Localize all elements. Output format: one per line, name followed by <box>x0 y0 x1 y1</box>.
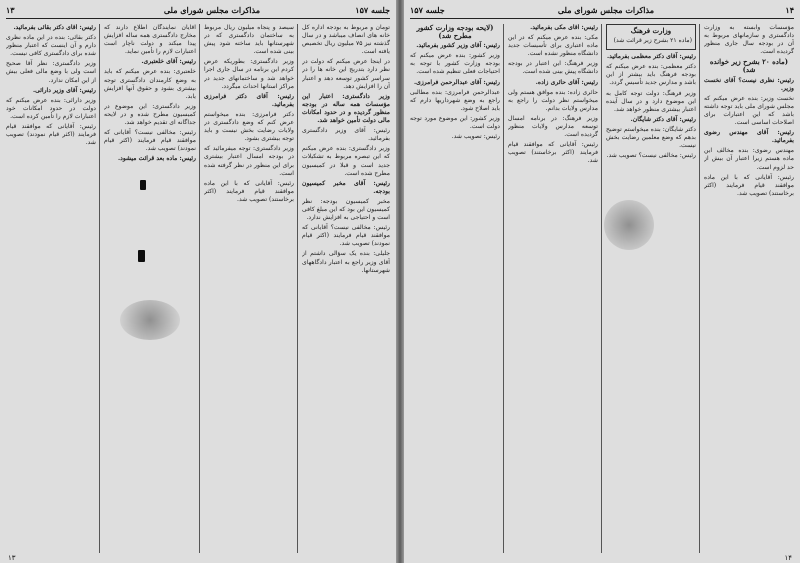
column-rule <box>699 24 700 553</box>
column-rule <box>297 24 298 553</box>
column-rule <box>199 24 200 553</box>
right-column-4 <box>410 24 500 553</box>
paragraph: مخبر کمیسیون بودجه: نظر کمیسیون این بود که این مبلغ کافی است و احتیاجی به افزایش ندارد. <box>302 197 390 222</box>
left-column-3 <box>104 24 196 553</box>
paragraph: وزیر دادگستری: بطوریکه عرض کردم این برنامه در سال جاری اجرا خواهد شد و ساختمانهای جدید در مراکز استانها احداث میگردد. <box>204 58 294 90</box>
right-header-date: ۱۴ <box>785 5 794 15</box>
paragraph: رئیس: آقایانی که موافقند قیام فرمایند (اکثر برخاستند) تصویب شد. <box>508 141 598 165</box>
column-rule <box>503 24 504 553</box>
paragraph: (ماده ۲۱ بشرح زیر قرائت شد) <box>613 37 692 45</box>
paragraph: رئیس: مخالفی نیست؟ آقایانی که موافقند قیام فرمایند (اکثر قیام نمودند) تصویب شد. <box>104 129 196 153</box>
paragraph: وزیر دادگستری: توجه میفرمائید که در بودجه امسال اعتبار بیشتری برای این منظور در نظر گرفته شده است. <box>204 145 294 177</box>
paragraph: رئیس: ماده بعد قرائت میشود. <box>117 155 196 163</box>
left-header-date: ۱۳ <box>6 5 15 15</box>
paragraph: دکتر شایگان: بنده میخواستم توضیح بدهم که وضع معلمین رضایت بخش نیست. <box>606 125 696 150</box>
paragraph: رئیس: آقای مکی بفرمائید. <box>530 24 598 31</box>
paragraph: آقایان نمایندگان اطلاع دارند که مخارج دادگستری همه ساله افزایش پیدا میکند و دولت ناچار است اعتبارات لازم را تأمین نماید. <box>104 24 196 56</box>
paragraph: رئیس: آقای دکتر معظمی بفرمائید. <box>607 53 696 61</box>
paragraph: خلعتبری: بنده عرض میکنم که باید به وضع کارمندان دادگستری توجه بیشتری بشود و حقوق آنها افزایش یابد. <box>104 68 196 100</box>
column-rule <box>601 24 602 553</box>
ink-blot <box>138 250 145 262</box>
left-column-1 <box>302 24 390 553</box>
paragraph: مکی: بنده عرض میکنم که در این ماده اعتباری برای تأسیسات جدید دانشگاه منظور نشده است. <box>508 34 598 58</box>
ink-blot <box>140 180 146 190</box>
paragraph: رئیس: آقای وزیر دادگستری بفرمائید. <box>302 127 390 143</box>
paragraph: رئیس: آقای وزیر دارائی. <box>33 86 96 94</box>
paragraph: وزیر کشور: بنده عرض میکنم که بودجه وزارت کشور با توجه به احتیاجات فعلی تنظیم شده است. <box>410 52 500 76</box>
right-column-2 <box>606 24 696 553</box>
paragraph: رئیس: آقایانی که موافقند قیام فرمایند (اکثر قیام نمودند) تصویب شد. <box>6 123 96 147</box>
page-gutter <box>396 0 404 563</box>
right-page-header <box>410 4 794 19</box>
paragraph: وزیر فرهنگ: این اعتبار در بودجه دانشگاه پیش بینی شده است. <box>508 60 598 76</box>
paragraph: دکتر معظمی: بنده عرض میکنم که بودجه فرهنگ باید بیشتر از این باشد و مدارس جدید تأسیس گردد. <box>606 63 696 87</box>
right-page <box>404 0 800 563</box>
paragraph: وزیر فرهنگ: در برنامه امسال توسعه مدارس ولایات منظور گردیده است. <box>508 114 598 139</box>
left-header-section: جلسه ۱۵۷ <box>355 5 390 15</box>
paragraph: رئیس: آقای عبدالرحمن فرامرزی. <box>413 78 500 86</box>
paragraph: رئیس: آقای مهندس رضوی بفرمائید. <box>704 129 794 145</box>
paragraph: رئیس: مخالفی نیست؟ آقایانی که موافقند قیام فرمایند (اکثر قیام نمودند) تصویب شد. <box>302 224 390 248</box>
paragraph: وزیر دادگستری: این موضوع در کمیسیون مطرح شده و در لایحه جداگانه ای تقدیم خواهد شد. <box>104 102 196 127</box>
right-header-section: جلسه ۱۵۷ <box>410 5 445 15</box>
left-page <box>0 0 396 563</box>
left-column-4 <box>6 24 96 553</box>
paragraph: رئیس: آقای دکتر بقائی بفرمائید. <box>13 24 96 31</box>
paragraph: رئیس: آقای دکتر شایگان. <box>630 115 696 123</box>
paragraph: رئیس: آقای دکتر فرامرزی بفرمائید. <box>204 92 294 108</box>
paragraph: مؤسسات وابسته به وزارت دادگستری و سازمانهای مربوط به آن در بودجه سال جاری منظور گردیده است. <box>704 24 794 56</box>
paragraph: وزیر فرهنگ: دولت توجه کامل به این موضوع دارد و در سال آینده اعتبار بیشتری منظور خواهد شد. <box>606 89 696 113</box>
section-box <box>606 24 696 50</box>
right-column-3 <box>508 24 598 553</box>
paragraph: تومان و مربوط به بودجه اداره کل خانه های انصاف میباشد و در سال گذشته نیز ۷۵ میلیون ریال تخصیص یافته است. <box>302 24 390 56</box>
paragraph: جلیلی: بنده یک سؤالی داشتم از آقای وزیر راجع به اعتبار دادگاههای شهرستانها. <box>302 250 390 274</box>
paragraph: رئیس: آقای خلعتبری. <box>141 58 196 66</box>
paragraph: مهندس رضوی: بنده مخالف این ماده هستم زیرا اعتبار آن بیش از حد لزوم است. <box>704 147 794 171</box>
paragraph: وزیر دادگستری: اعتبار این مؤسسات همه ساله در بودجه منظور گردیده و در حدود امکانات مالی دولت تأمین خواهد شد. <box>302 92 390 125</box>
right-column-1 <box>704 24 794 553</box>
right-header-title: مذاکرات مجلس شورای ملی <box>557 5 654 15</box>
right-page-number: ۱۴ <box>784 554 792 562</box>
paragraph: رئیس: آقای وزیر کشور بفرمائید. <box>416 42 500 50</box>
paragraph: رئیس: آقای مخبر کمیسیون بودجه. <box>302 179 390 195</box>
paragraph: سیصد و پنجاه میلیون ریال مربوط به ساختمان دادگستری که در شهرستانها باید ساخته شود پیش بینی شده است. <box>204 24 294 56</box>
paragraph: رئیس: مخالفی نیست؟ تصویب شد. <box>606 152 696 160</box>
paragraph: (لایحه بودجه وزارت کشور مطرح شد) <box>416 24 494 41</box>
section-title: وزارت فرهنگ <box>630 26 672 35</box>
paragraph: دکتر بقائی: بنده در این ماده نظری دارم و آن اینست که اعتبار منظور شده برای دادگستری کافی نیست. <box>6 34 96 58</box>
left-header-title: مذاکرات مجلس شورای ملی <box>163 5 260 15</box>
paragraph: حائری زاده: بنده موافق هستم ولی میخواستم نظر دولت را راجع به مدارس ولایات بدانم. <box>508 88 598 112</box>
paragraph: رئیس: نظری نیست؟ آقای نخست وزیر. <box>704 76 794 92</box>
left-page-header <box>6 4 390 19</box>
paragraph: رئیس: آقایانی که با این ماده موافقند قیام فرمایند (اکثر برخاستند) تصویب شد. <box>704 173 794 197</box>
paragraph: نخست وزیر: بنده عرض میکنم که مجلس شورای ملی باید توجه داشته باشد که این اعتبارات برای اصلاحات اساسی است. <box>704 94 794 127</box>
paragraph: دکتر فرامرزی: بنده میخواستم عرض کنم که وضع دادگستری در ولایات رضایت بخش نیست و باید توجه بیشتری بشود. <box>204 110 294 143</box>
paragraph: رئیس: آقایانی که با این ماده موافقند قیام فرمایند (اکثر برخاستند) تصویب شد. <box>204 179 294 203</box>
paragraph: رئیس: تصویب شد. <box>451 133 500 141</box>
paragraph: وزیر دادگستری: بنده عرض میکنم که این تبصره مربوط به تشکیلات جدید است و قبلا در کمیسیون مطرح شده است. <box>302 145 390 177</box>
paragraph: عبدالرحمن فرامرزی: بنده مطالبی راجع به وضع شهرداریها دارم که باید اصلاح شود. <box>410 88 500 112</box>
column-rule <box>99 24 100 553</box>
paragraph: وزیر کشور: این موضوع مورد توجه دولت است. <box>410 114 500 131</box>
paragraph: رئیس: آقای حائری زاده. <box>535 78 598 86</box>
paragraph: (ماده ۲۰ بشرح زیر خوانده شد) <box>709 57 789 75</box>
left-page-number: ۱۳ <box>8 554 16 562</box>
left-column-2 <box>204 24 294 553</box>
paragraph: وزیر دادگستری: نظر آقا صحیح است ولی با وضع مالی فعلی بیش از این امکان ندارد. <box>6 60 96 84</box>
paragraph: وزیر دارائی: بنده عرض میکنم که دولت در حدود امکانات خود اعتبارات لازم را تأمین کرده است. <box>6 96 96 120</box>
paragraph: در اینجا عرض میکنم که دولت در نظر دارد بتدریج این خانه ها را در سراسر کشور توسعه دهد و اعتبار آن را افزایش دهد. <box>302 58 390 90</box>
